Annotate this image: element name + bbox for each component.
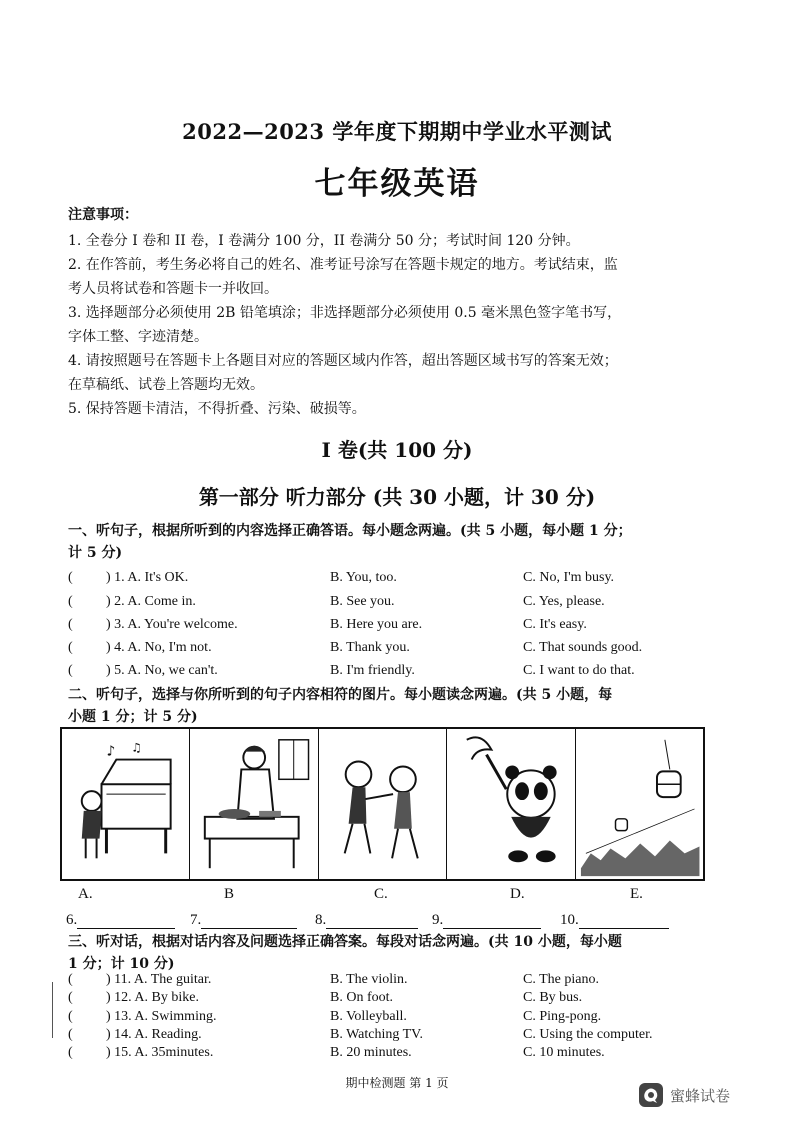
blank-line[interactable] <box>326 912 418 929</box>
option-a: ) 12. A. By bike. <box>106 990 199 1005</box>
option-a: ) 11. A. The guitar. <box>106 972 212 987</box>
question-row <box>68 617 718 639</box>
option-c: C. That sounds good. <box>523 640 643 655</box>
answer-blank <box>432 912 541 929</box>
answer-blank <box>315 912 418 929</box>
picture-strip <box>60 727 705 881</box>
option-a: ) 15. A. 35minutes. <box>106 1045 214 1060</box>
option-b: B. On foot. <box>330 990 393 1005</box>
option-a: ) 1. A. It's OK. <box>106 570 189 585</box>
answer-bracket[interactable]: ( <box>68 594 73 609</box>
answer-bracket[interactable]: ( <box>68 663 73 678</box>
option-c: C. Ping-pong. <box>523 1009 602 1024</box>
option-a: ) 13. A. Swimming. <box>106 1009 217 1024</box>
blank-number: 9. <box>432 912 444 928</box>
question-row <box>68 1045 718 1067</box>
notes-line: 在草稿纸、试卷上答题均无效。 <box>68 377 264 393</box>
blank-number: 7. <box>190 912 202 928</box>
instruction-line: 小题 1 分；计 5 分) <box>68 709 198 725</box>
picture-c-fighting-icon <box>319 729 447 879</box>
instruction-line: 二、听句子，选择与你所听到的句子内容相符的图片。每小题读念两遍。(共 5 小题，每 <box>68 687 613 703</box>
notes-line: 5. 保持答题卡清洁，不得折叠、污染、破损等。 <box>68 401 366 417</box>
option-b: B. You, too. <box>330 570 397 585</box>
option-c: C. Using the computer. <box>523 1027 653 1042</box>
exam-subject: 七年级英语 <box>314 166 480 202</box>
section3-instruction <box>68 931 708 975</box>
notes-line: 3. 选择题部分必须使用 2B 铅笔填涂；非选择题部分必须使用 0.5 毫米黑色签字笔书写， <box>68 305 622 321</box>
option-b: B. I'm friendly. <box>330 663 415 678</box>
notes-line: 字体工整、字迹清楚。 <box>68 329 208 345</box>
cable-car-icon <box>576 729 703 879</box>
notes-heading: 注意事项： <box>68 207 138 223</box>
question-row <box>68 594 718 616</box>
two-boys-fighting-icon <box>319 729 446 879</box>
answer-blank <box>66 912 175 929</box>
watermark-text: 蜜蜂试卷 <box>670 1086 731 1105</box>
picture-label: C. <box>374 886 388 902</box>
section1-instruction <box>68 520 708 564</box>
instruction-line: 1 分；计 10 分) <box>68 956 175 972</box>
option-b: B. Thank you. <box>330 640 410 655</box>
answer-bracket[interactable]: ( <box>68 640 73 655</box>
margin-mark <box>52 982 59 1038</box>
blank-line[interactable] <box>579 912 669 929</box>
section2-instruction <box>68 684 708 728</box>
option-c: C. 10 minutes. <box>523 1045 605 1060</box>
picture-b-cooking-icon <box>190 729 318 879</box>
answer-bracket[interactable]: ( <box>68 1027 73 1042</box>
blank-number: 10. <box>560 912 579 928</box>
blank-line[interactable] <box>77 912 175 929</box>
notes-line: 1. 全卷分 I 卷和 II 卷，I 卷满分 100 分，II 卷满分 50 分；考试时间 120 分钟。 <box>68 233 580 249</box>
blank-number: 6. <box>66 912 78 928</box>
part-title: 第一部分 听力部分 (共 30 小题，计 30 分) <box>198 485 596 509</box>
question-row <box>68 663 718 685</box>
panda-torch-icon <box>447 729 574 879</box>
option-b: B. Watching TV. <box>330 1027 423 1042</box>
notes-line: 2. 在作答前，考生务必将自己的姓名、准考证号涂写在答题卡规定的地方。考试结束，监 <box>68 257 618 273</box>
volume-title: I 卷(共 100 分) <box>321 438 473 462</box>
option-b: B. Here you are. <box>330 617 423 632</box>
option-c: C. Yes, please. <box>523 594 605 609</box>
option-a: ) 3. A. You're welcome. <box>106 617 238 632</box>
svg-text:♫: ♫ <box>131 740 142 755</box>
answer-bracket[interactable]: ( <box>68 972 73 987</box>
option-b: B. 20 minutes. <box>330 1045 412 1060</box>
picture-label: E. <box>630 886 643 902</box>
option-c: C. No, I'm busy. <box>523 570 615 585</box>
picture-d-panda-icon <box>447 729 575 879</box>
woman-cooking-icon <box>190 729 317 879</box>
picture-a-piano-icon <box>62 729 190 879</box>
answer-bracket[interactable]: ( <box>68 1009 73 1024</box>
picture-label: B <box>224 886 235 902</box>
option-c: C. The piano. <box>523 972 599 987</box>
answer-bracket[interactable]: ( <box>68 1045 73 1060</box>
exam-title: 2022—2023 学年度下期期中学业水平测试 <box>182 119 612 144</box>
answer-bracket[interactable]: ( <box>68 990 73 1005</box>
blank-line[interactable] <box>443 912 541 929</box>
answer-bracket[interactable]: ( <box>68 617 73 632</box>
watermark <box>638 1082 730 1108</box>
question-row <box>68 570 718 592</box>
notes-line: 4. 请按照题号在答题卡上各题目对应的答题区域内作答，超出答题区域书写的答案无效； <box>68 353 618 369</box>
piano-player-icon <box>62 729 189 879</box>
option-b: B. See you. <box>330 594 395 609</box>
answer-blank <box>190 912 297 929</box>
instruction-line: 三、听对话，根据对话内容及问题选择正确答案。每段对话念两遍。(共 10 小题，每小题 <box>68 934 622 950</box>
option-c: C. By bus. <box>523 990 583 1005</box>
option-a: ) 5. A. No, we can't. <box>106 663 218 678</box>
picture-label: D. <box>510 886 525 902</box>
picture-e-cablecar-icon <box>576 729 703 879</box>
option-c: C. I want to do that. <box>523 663 635 678</box>
instruction-line: 一、听句子，根据所听到的内容选择正确答语。每小题念两遍。(共 5 小题，每小题 1 分； <box>68 523 632 539</box>
notes-line: 考人员将试卷和答题卡一并收回。 <box>68 281 278 297</box>
option-b: B. Volleyball. <box>330 1009 407 1024</box>
option-a: ) 4. A. No, I'm not. <box>106 640 212 655</box>
page-footer: 期中检测题 第 1 页 <box>345 1076 449 1090</box>
option-b: B. The violin. <box>330 972 408 987</box>
question-row <box>68 640 718 662</box>
picture-label: A. <box>78 886 93 902</box>
instruction-line: 计 5 分) <box>68 545 123 561</box>
blank-line[interactable] <box>201 912 297 929</box>
option-a: ) 14. A. Reading. <box>106 1027 202 1042</box>
bee-logo-icon <box>638 1082 664 1108</box>
svg-text:♪: ♪ <box>106 743 116 760</box>
answer-blank <box>560 912 669 929</box>
notes-list <box>68 229 702 421</box>
option-a: ) 2. A. Come in. <box>106 594 196 609</box>
answer-bracket[interactable]: ( <box>68 570 73 585</box>
option-c: C. It's easy. <box>523 617 587 632</box>
blank-number: 8. <box>315 912 327 928</box>
